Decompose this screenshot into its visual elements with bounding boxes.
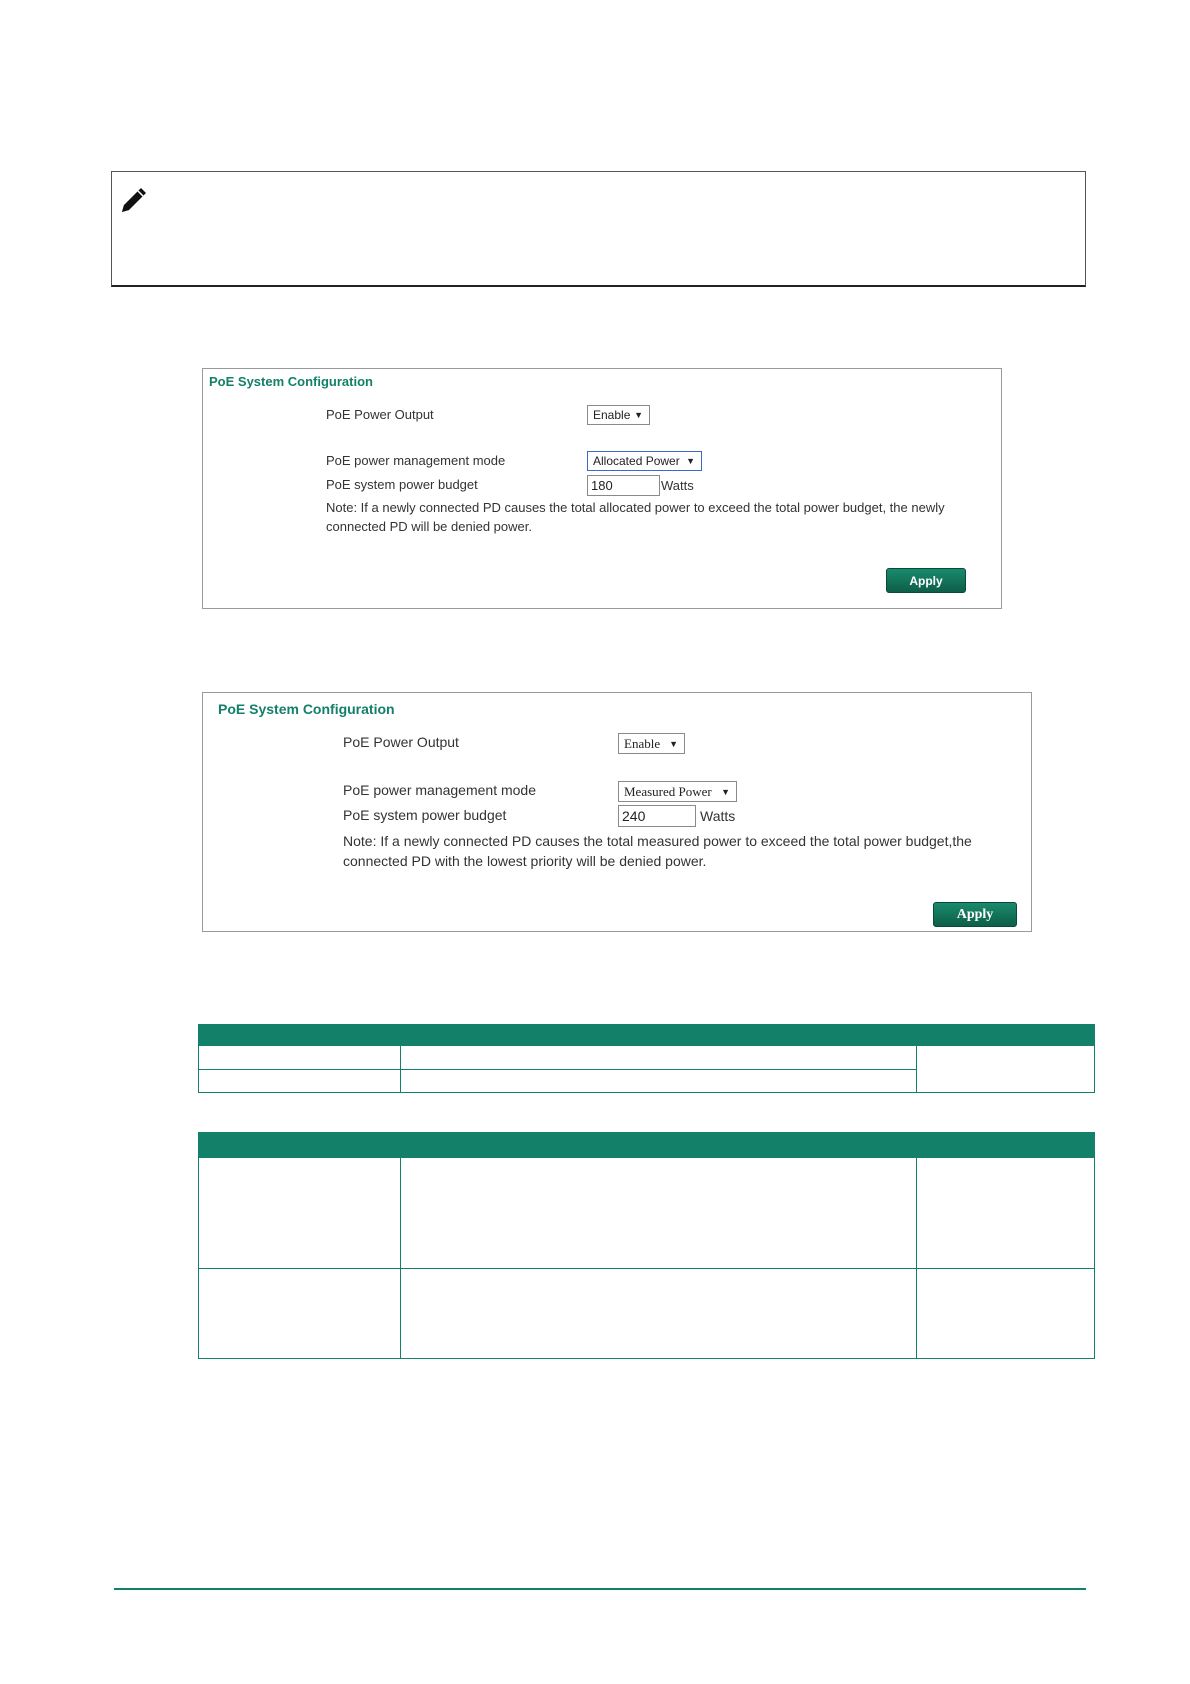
table-row — [199, 1046, 1095, 1070]
chevron-down-icon: ▼ — [721, 786, 730, 797]
settings-table-1 — [198, 1024, 1095, 1093]
footer-divider — [114, 1588, 1086, 1590]
budget-value: 180 — [591, 478, 613, 493]
table-header-cell — [199, 1133, 401, 1158]
table-cell — [401, 1046, 917, 1070]
table-header-cell — [917, 1133, 1095, 1158]
table-header-cell — [401, 1133, 917, 1158]
settings-table-2 — [198, 1132, 1095, 1359]
poe-config-panel-allocated — [202, 368, 1002, 609]
power-output-label: PoE Power Output — [343, 734, 459, 750]
table-row — [199, 1269, 1095, 1359]
table-cell — [199, 1269, 401, 1359]
budget-value: 240 — [622, 808, 646, 824]
note-line-1: Note: If a newly connected PD causes the total measured power to exceed the total power budget,the — [343, 833, 972, 849]
budget-label: PoE system power budget — [326, 477, 478, 492]
budget-unit: Watts — [700, 808, 736, 824]
budget-input[interactable] — [587, 475, 660, 496]
table-cell — [401, 1269, 917, 1359]
chevron-down-icon: ▼ — [669, 738, 678, 749]
mgmt-mode-label: PoE power management mode — [343, 782, 536, 798]
table-row — [199, 1158, 1095, 1269]
mgmt-mode-value: Allocated Power — [593, 454, 680, 468]
mgmt-mode-select[interactable] — [587, 451, 702, 471]
mgmt-mode-value: Measured Power — [624, 783, 712, 799]
note-line-2: connected PD will be denied power. — [326, 518, 532, 534]
table-cell — [917, 1046, 1095, 1093]
panel-title: PoE System Configuration — [209, 374, 373, 389]
panel-note — [326, 499, 996, 537]
note-line-2: connected PD with the lowest priority will be denied power. — [343, 853, 707, 870]
power-output-label: PoE Power Output — [326, 407, 434, 422]
apply-button[interactable]: Apply — [886, 568, 966, 593]
table-cell — [401, 1070, 917, 1093]
panel-title: PoE System Configuration — [218, 701, 395, 717]
pencil-icon — [116, 182, 150, 216]
table-cell — [917, 1269, 1095, 1359]
table-cell — [199, 1046, 401, 1070]
panel-note — [343, 831, 1023, 872]
note-line-1: Note: If a newly connected PD causes the total allocated power to exceed the total power budget, the newly — [326, 500, 945, 515]
table-cell — [401, 1158, 917, 1269]
budget-unit: Watts — [661, 478, 694, 493]
poe-config-panel-measured — [202, 692, 1032, 932]
chevron-down-icon: ▼ — [686, 456, 695, 466]
mgmt-mode-label: PoE power management mode — [326, 453, 506, 468]
power-output-select[interactable] — [618, 733, 685, 754]
table-header-row — [199, 1025, 1095, 1046]
apply-button[interactable]: Apply — [933, 902, 1017, 927]
table-header-cell — [199, 1025, 401, 1046]
table-cell — [199, 1070, 401, 1093]
chevron-down-icon: ▼ — [634, 410, 643, 420]
budget-input[interactable] — [618, 805, 696, 827]
table-cell — [917, 1158, 1095, 1269]
power-output-value: Enable — [624, 735, 661, 751]
table-header-cell — [401, 1025, 917, 1046]
table-header-cell — [917, 1025, 1095, 1046]
table-header-row — [199, 1133, 1095, 1158]
table-cell — [199, 1158, 401, 1269]
power-output-select[interactable] — [587, 405, 650, 425]
power-output-value: Enable — [593, 408, 631, 422]
budget-label: PoE system power budget — [343, 807, 507, 823]
mgmt-mode-select[interactable] — [618, 781, 737, 802]
note-box — [111, 171, 1086, 287]
